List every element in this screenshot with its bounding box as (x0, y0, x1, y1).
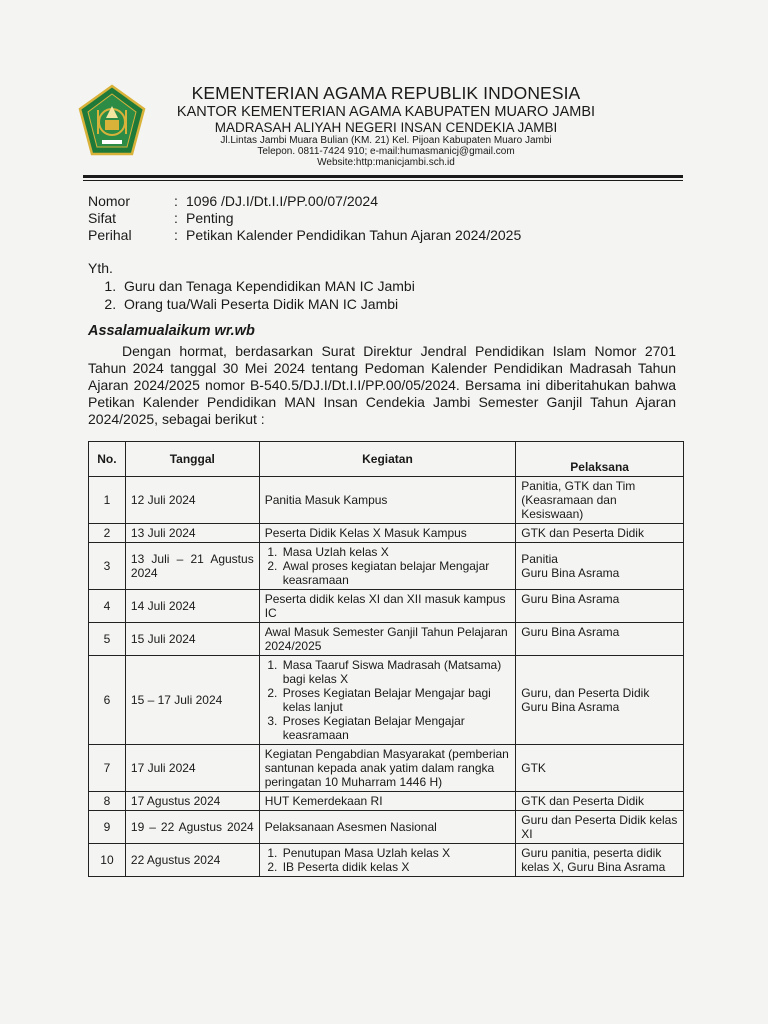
meta-sifat-value: Penting (186, 210, 234, 226)
cell-pelaksana (516, 656, 684, 745)
letterhead-school: MADRASAH ALIYAH NEGERI INSAN CENDEKIA JAMBI (214, 119, 558, 135)
cell-no: 8 (89, 792, 126, 811)
cell-kegiatan (259, 844, 516, 877)
kegiatan-list (265, 658, 511, 742)
table-row (89, 477, 684, 524)
cell-no: 5 (89, 623, 126, 656)
cell-pelaksana: Guru dan Peserta Didik kelas XI (516, 811, 684, 844)
meta-colon: : (174, 210, 178, 226)
letterhead-divider-thin (83, 180, 683, 181)
cell-tanggal: 13 Juli 2024 (125, 524, 259, 543)
letter-meta (88, 193, 521, 244)
cell-no: 6 (89, 656, 126, 745)
table-row (89, 543, 684, 590)
cell-no: 7 (89, 745, 126, 792)
kegiatan-item: 1. Masa Taaruf Siswa Madrasah (Matsama) bagi kelas X (281, 658, 511, 686)
kegiatan-list (265, 545, 511, 587)
cell-tanggal: 19 – 22 Agustus 2024 (125, 811, 259, 844)
cell-pelaksana: Guru Bina Asrama (516, 590, 684, 623)
kegiatan-item: 3. Proses Kegiatan Belajar Mengajar keasramaan (281, 714, 511, 742)
pelaksana-line: Guru Bina Asrama (521, 566, 620, 580)
letterhead-contact: Telepon. 0811-7424 910; e-mail:humasmanicj@gmail.com (257, 146, 515, 158)
kegiatan-item: 2. Proses Kegiatan Belajar Mengajar bagi kelas lanjut (281, 686, 511, 714)
recipient-item: 1. Guru dan Tenaga Kependidikan MAN IC Jambi (120, 277, 415, 295)
letterhead-office: KANTOR KEMENTERIAN AGAMA KABUPATEN MUARO JAMBI (176, 103, 596, 120)
letterhead-website: Website:http:manicjambi.sch.id (317, 157, 455, 169)
recipients-label: Yth. (88, 260, 113, 276)
table-row (89, 792, 684, 811)
meta-perihal-value: Petikan Kalender Pendidikan Tahun Ajaran 2024/2025 (186, 227, 522, 243)
meta-colon: : (174, 193, 178, 209)
letterhead (150, 84, 622, 169)
cell-kegiatan: Awal Masuk Semester Ganjil Tahun Pelajaran 2024/2025 (259, 623, 516, 656)
letterhead-divider (83, 175, 683, 178)
meta-nomor (88, 193, 521, 210)
cell-kegiatan: Peserta didik kelas XI dan XII masuk kampus IC (259, 590, 516, 623)
pelaksana-line: Guru Bina Asrama (521, 700, 620, 714)
table-row (89, 524, 684, 543)
letterhead-ministry: KEMENTERIAN AGAMA REPUBLIK INDONESIA (191, 83, 581, 103)
meta-nomor-value: 1096 /DJ.I/Dt.I.I/PP.00/07/2024 (186, 193, 378, 209)
cell-kegiatan: HUT Kemerdekaan RI (259, 792, 516, 811)
header-kegiatan: Kegiatan (259, 442, 516, 477)
cell-tanggal: 22 Agustus 2024 (125, 844, 259, 877)
cell-tanggal: 17 Agustus 2024 (125, 792, 259, 811)
meta-colon: : (174, 227, 178, 243)
cell-kegiatan: Kegiatan Pengabdian Masyarakat (pemberian santunan kepada anak yatim dalam rangka peringatan 10 Muharram 1446 H) (259, 745, 516, 792)
pelaksana-line: Panitia (521, 552, 558, 566)
cell-pelaksana: Panitia, GTK dan Tim (Keasramaan dan Kesiswaan) (516, 477, 684, 524)
cell-no: 1 (89, 477, 126, 524)
kegiatan-list (265, 846, 511, 874)
cell-kegiatan: Pelaksanaan Asesmen Nasional (259, 811, 516, 844)
table-row (89, 745, 684, 792)
table-header-row (89, 442, 684, 477)
greeting: Assalamualaikum wr.wb (88, 323, 255, 339)
cell-pelaksana: GTK (516, 745, 684, 792)
cell-no: 10 (89, 844, 126, 877)
kegiatan-item: 2. IB Peserta didik kelas X (281, 860, 511, 874)
cell-pelaksana: Guru panitia, peserta didik kelas X, Guru Bina Asrama (516, 844, 684, 877)
cell-pelaksana: Guru Bina Asrama (516, 623, 684, 656)
cell-no: 3 (89, 543, 126, 590)
table-row (89, 656, 684, 745)
meta-sifat (88, 210, 521, 227)
kegiatan-item: 1. Masa Uzlah kelas X (281, 545, 511, 559)
header-pelaksana: Pelaksana (516, 442, 684, 477)
cell-tanggal: 15 Juli 2024 (125, 623, 259, 656)
cell-tanggal: 17 Juli 2024 (125, 745, 259, 792)
table-row (89, 811, 684, 844)
cell-no: 2 (89, 524, 126, 543)
meta-nomor-label: Nomor (88, 193, 131, 209)
meta-perihal-label: Perihal (88, 227, 132, 243)
kementerian-agama-emblem-icon (78, 84, 146, 158)
pelaksana-line: Guru, dan Peserta Didik (521, 686, 650, 700)
cell-no: 9 (89, 811, 126, 844)
cell-pelaksana (516, 543, 684, 590)
kegiatan-item: 1. Penutupan Masa Uzlah kelas X (281, 846, 511, 860)
table-row (89, 623, 684, 656)
cell-kegiatan: Peserta Didik Kelas X Masuk Kampus (259, 524, 516, 543)
body-paragraph: Dengan hormat, berdasarkan Surat Direktur Jendral Pendidikan Islam Nomor 2701 Tahun 2024 tanggal 30 Mei 2024 tentang Pedoman Kalender Pendidikan Madrasah Tahun Ajaran 2024/2025 nomor B-540.5/DJ.I/Dt.I.I/PP.00/05/2024. Bersama ini diberitahukan bahwa Petikan Kalender Pendidikan MAN Insan Cendekia Jambi Semester Ganjil Tahun Ajaran 2024/2025, sebagai berikut : (88, 343, 676, 427)
recipients-list (88, 277, 415, 313)
cell-pelaksana: GTK dan Peserta Didik (516, 524, 684, 543)
cell-pelaksana: GTK dan Peserta Didik (516, 792, 684, 811)
meta-perihal (88, 227, 521, 244)
header-no: No. (89, 442, 126, 477)
table-row (89, 590, 684, 623)
cell-tanggal: 15 – 17 Juli 2024 (125, 656, 259, 745)
cell-kegiatan: Panitia Masuk Kampus (259, 477, 516, 524)
header-tanggal: Tanggal (125, 442, 259, 477)
cell-tanggal: 14 Juli 2024 (125, 590, 259, 623)
recipient-item: 2. Orang tua/Wali Peserta Didik MAN IC Jambi (120, 295, 415, 313)
cell-tanggal: 13 Juli – 21 Agustus 2024 (125, 543, 259, 590)
meta-sifat-label: Sifat (88, 210, 117, 226)
cell-kegiatan (259, 656, 516, 745)
recipients (88, 259, 415, 313)
kegiatan-item: 2. Awal proses kegiatan belajar Mengajar keasramaan (281, 559, 511, 587)
calendar-table (88, 441, 684, 877)
cell-no: 4 (89, 590, 126, 623)
cell-tanggal: 12 Juli 2024 (125, 477, 259, 524)
letterhead-address: Jl.Lintas Jambi Muara Bulian (KM. 21) Kel. Pijoan Kabupaten Muaro Jambi (220, 134, 552, 146)
cell-kegiatan (259, 543, 516, 590)
table-row (89, 844, 684, 877)
